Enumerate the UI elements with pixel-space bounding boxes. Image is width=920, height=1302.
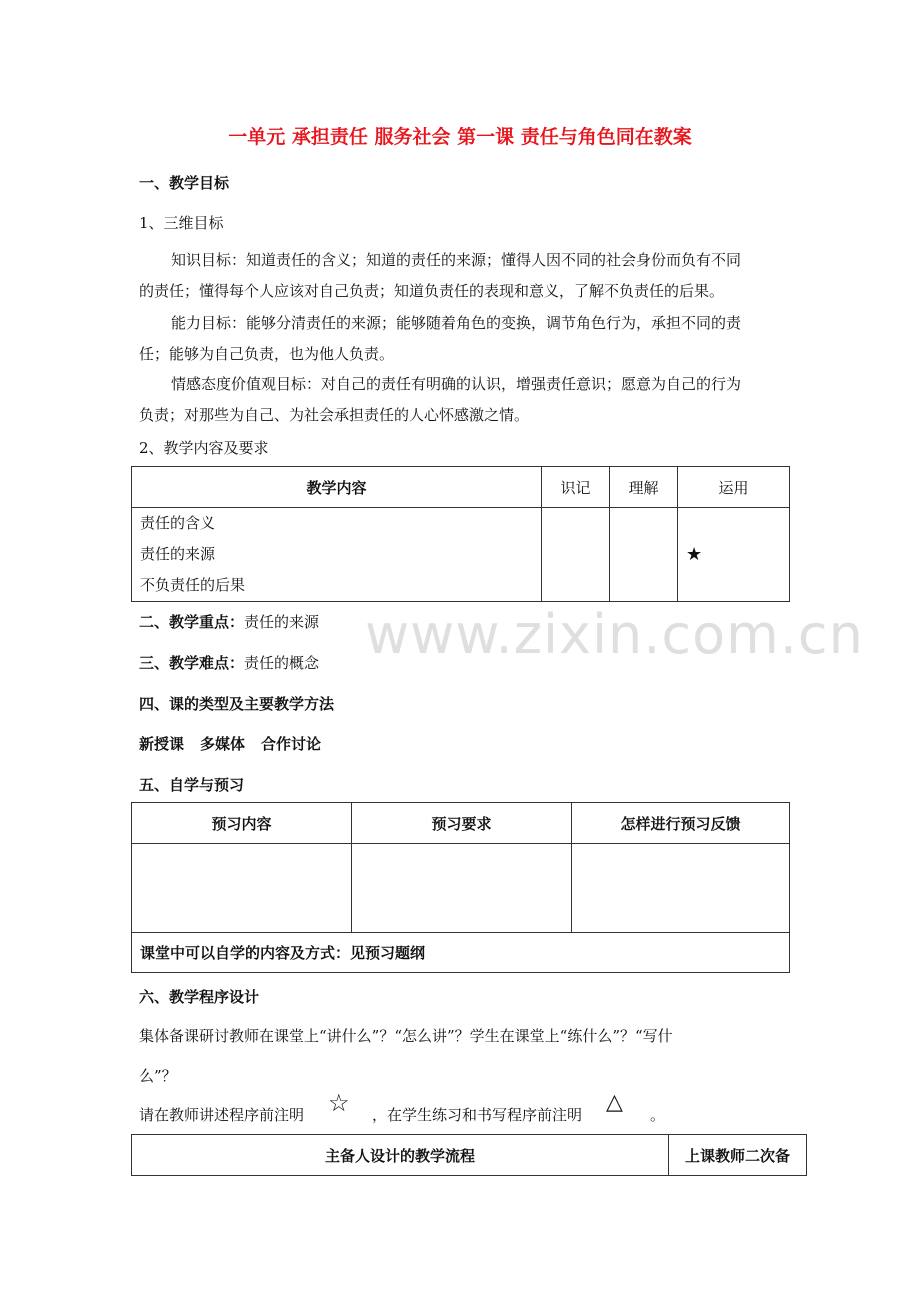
section-4-heading: 四、课的类型及主要教学方法 xyxy=(139,695,335,713)
difficulty-label: 三、教学难点： xyxy=(139,654,245,672)
note-teacher: 请在教师讲述程序前注明 xyxy=(139,1106,305,1124)
content-requirements-table xyxy=(131,466,790,602)
subsection-content-requirements: 2、教学内容及要求 xyxy=(139,439,269,457)
ability-goal-line2: 任；能够为自己负责，也为他人负责。 xyxy=(139,345,395,363)
memorize-cell xyxy=(542,508,610,602)
section-6-heading: 六、教学程序设计 xyxy=(139,988,260,1006)
preview-content-cell xyxy=(132,844,352,933)
section-1-heading: 一、教学目标 xyxy=(139,174,230,192)
hollow-star-icon: ☆ xyxy=(328,1089,350,1117)
difficulty-row xyxy=(139,652,319,673)
th-preview-content: 预习内容 xyxy=(132,803,352,844)
note-end: 。 xyxy=(650,1106,666,1124)
preview-feedback-cell xyxy=(572,844,790,933)
th-preview-feedback: 怎样进行预习反馈 xyxy=(572,803,790,844)
key-point-text: 责任的来源 xyxy=(244,613,320,631)
th-second-prep: 上课教师二次备 xyxy=(669,1135,807,1176)
th-apply: 运用 xyxy=(678,467,790,508)
th-memorize: 识记 xyxy=(542,467,610,508)
content-items-cell xyxy=(132,508,542,602)
content-item: 责任的含义 xyxy=(140,514,216,532)
document-title: 一单元 承担责任 服务社会 第一课 责任与角色同在教案 xyxy=(228,126,692,148)
knowledge-goal-line1: 知识目标：知道责任的含义；知道的责任的来源；懂得人因不同的社会身份而负有不同 xyxy=(171,251,742,269)
section-5-heading: 五、自学与预习 xyxy=(139,776,245,794)
method-item: 多媒体 xyxy=(200,735,246,753)
emotion-goal-line1: 情感态度价值观目标：对自己的责任有明确的认识，增强责任意识；愿意为自己的行为 xyxy=(171,375,742,393)
method-item: 合作讨论 xyxy=(261,735,322,753)
method-item: 新授课 xyxy=(139,735,185,753)
difficulty-text: 责任的概念 xyxy=(244,654,320,672)
filled-star-icon: ★ xyxy=(686,544,703,565)
procedure-line2: 么”？ xyxy=(139,1067,177,1085)
key-point-label: 二、教学重点： xyxy=(139,613,245,631)
note-student: ，在学生练习和书写程序前注明 xyxy=(372,1106,583,1124)
methods-row xyxy=(139,733,321,754)
procedure-line1: 集体备课研讨教师在课堂上“讲什么”？“怎么讲”？学生在课堂上“练什么”？“写什 xyxy=(139,1027,673,1045)
th-understand: 理解 xyxy=(610,467,678,508)
understand-cell xyxy=(610,508,678,602)
th-content: 教学内容 xyxy=(132,467,542,508)
procedure-table xyxy=(131,1134,807,1176)
ability-goal-line1: 能力目标：能够分清责任的来源；能够随着角色的变换，调节角色行为，承担不同的责 xyxy=(171,314,742,332)
self-study-footer: 课堂中可以自学的内容及方式：见预习题纲 xyxy=(132,933,790,973)
preview-requirements-cell xyxy=(352,844,572,933)
emotion-goal-line2: 负责；对那些为自己、为社会承担责任的人心怀感激之情。 xyxy=(139,406,530,424)
content-item: 责任的来源 xyxy=(140,545,216,563)
knowledge-goal-line2: 的责任；懂得每个人应该对自己负责；知道负责任的表现和意义，了解不负责任的后果。 xyxy=(139,282,725,300)
content-item: 不负责任的后果 xyxy=(140,576,246,594)
subsection-three-goals: 1、三维目标 xyxy=(139,214,224,232)
th-main-flow: 主备人设计的教学流程 xyxy=(132,1135,669,1176)
key-point-row xyxy=(139,611,319,632)
preview-table xyxy=(131,802,790,973)
th-preview-requirements: 预习要求 xyxy=(352,803,572,844)
apply-cell xyxy=(678,508,790,602)
triangle-icon: △ xyxy=(606,1090,623,1115)
watermark: www.zixin.com.cn xyxy=(365,603,864,666)
